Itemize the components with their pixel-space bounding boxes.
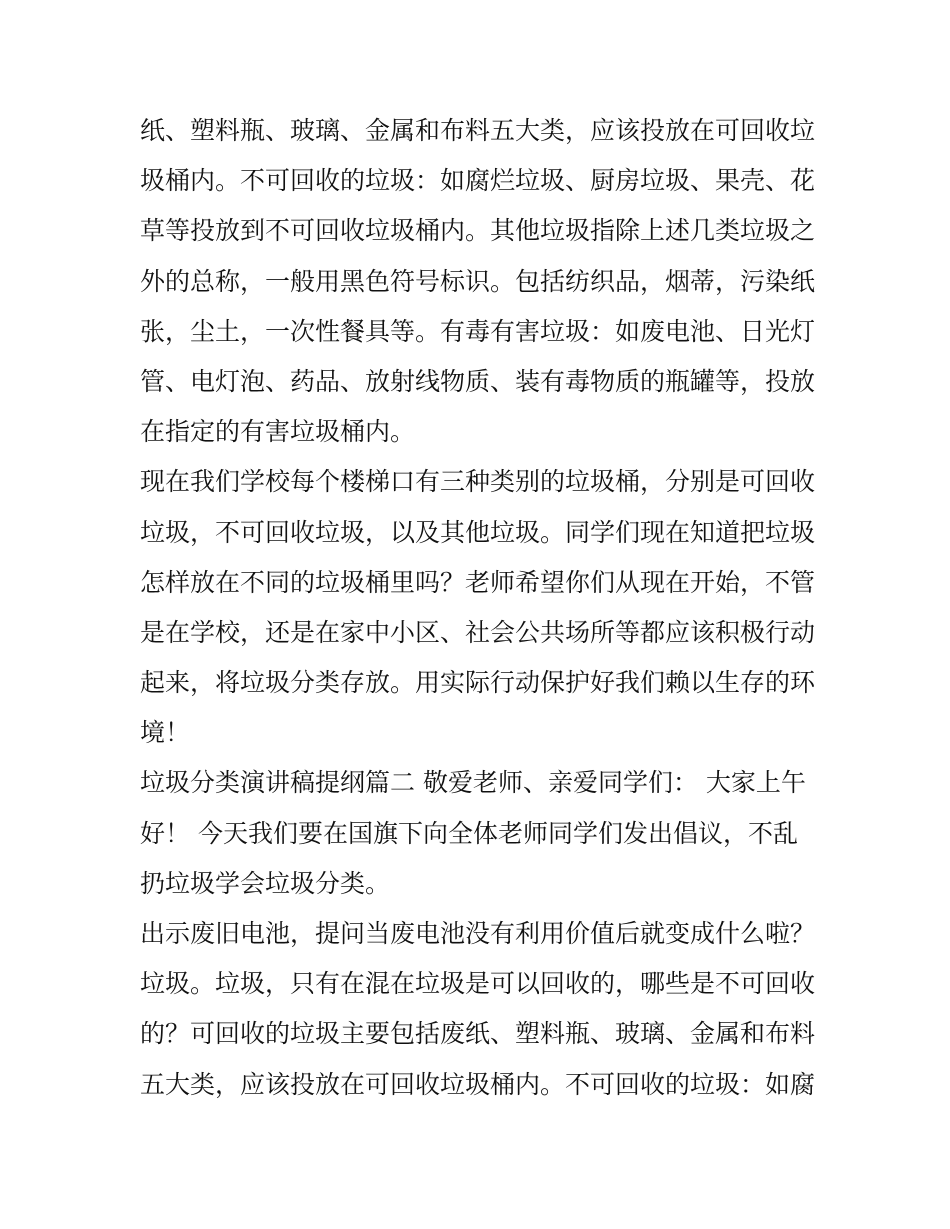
text-line: 的？可回收的垃圾主要包括废纸、塑料瓶、玻璃、金属和布料 [140, 1019, 816, 1049]
text-line: 垃圾。垃圾，只有在混在垃圾是可以回收的，哪些是不可回收 [140, 969, 816, 999]
text-line: 是在学校，还是在家中小区、社会公共场所等都应该积极行动 [140, 617, 816, 647]
text-line: 五大类，应该投放在可回收垃圾桶内。不可回收的垃圾：如腐 [140, 1069, 816, 1099]
text-line: 垃圾，不可回收垃圾，以及其他垃圾。同学们现在知道把垃圾 [140, 517, 816, 547]
text-line: 管、电灯泡、药品、放射线物质、装有毒物质的瓶罐等，投放 [140, 366, 816, 396]
text-line: 境！ [140, 718, 191, 748]
text-line: 出示废旧电池，提问当废电池没有利用价值后就变成什么啦？ [140, 919, 816, 948]
text-line: 草等投放到不可回收垃圾桶内。其他垃圾指除上述几类垃圾之 [140, 216, 816, 246]
text-line: 张，尘土，一次性餐具等。有毒有害垃圾：如废电池、日光灯 [140, 316, 816, 346]
text-line: 怎样放在不同的垃圾桶里吗？老师希望你们从现在开始，不管 [140, 567, 816, 597]
text-line: 垃圾分类演讲稿提纲篇二 敬爱老师、亲爱同学们： 大家上午 [140, 768, 806, 798]
text-line: 扔垃圾学会垃圾分类。 [140, 868, 391, 898]
text-line: 好！ 今天我们要在国旗下向全体老师同学们发出倡议，不乱 [140, 818, 798, 848]
text-line: 在指定的有害垃圾桶内。 [140, 417, 416, 447]
text-line: 圾桶内。不可回收的垃圾：如腐烂垃圾、厨房垃圾、果壳、花 [140, 166, 816, 196]
text-line: 外的总称，一般用黑色符号标识。包括纺织品，烟蒂，污染纸 [140, 266, 816, 296]
text-line: 纸、塑料瓶、玻璃、金属和布料五大类，应该投放在可回收垃 [140, 116, 816, 145]
text-line: 起来，将垃圾分类存放。用实际行动保护好我们赖以生存的环 [140, 668, 816, 698]
body-text [140, 106, 830, 1110]
text-line: 现在我们学校每个楼梯口有三种类别的垃圾桶，分别是可回收 [140, 467, 816, 497]
